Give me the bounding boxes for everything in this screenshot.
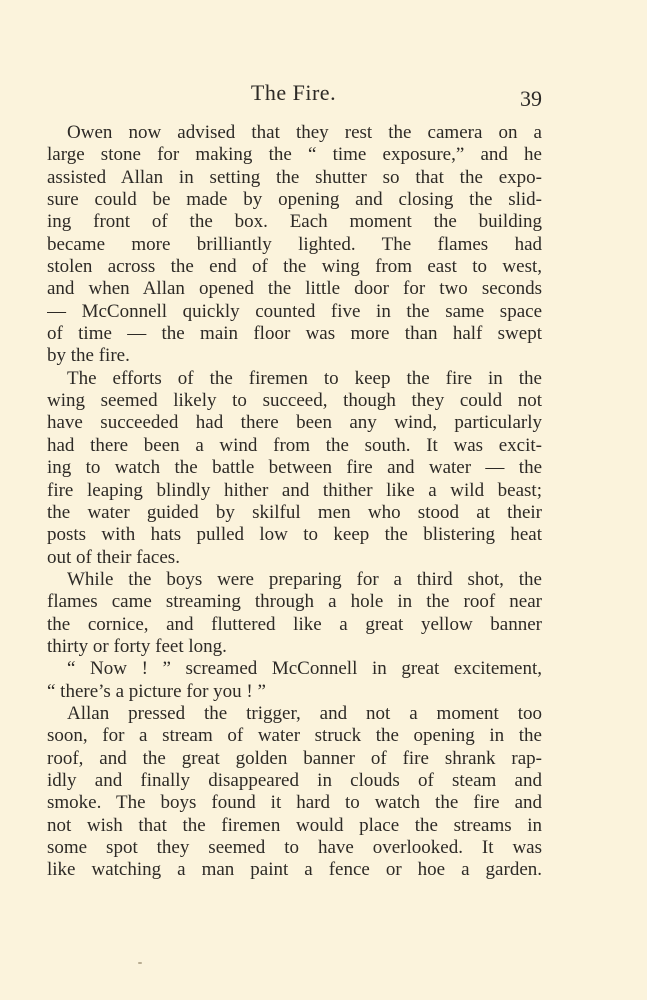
text-line: sure could be made by opening and closing the slid- <box>47 189 542 211</box>
text-line: ing to watch the battle between fire and water — the <box>47 457 542 479</box>
body-text <box>47 122 542 882</box>
text-line: thirty or forty feet long. <box>47 635 227 657</box>
text-line: — McConnell quickly counted five in the same space <box>47 300 542 322</box>
page-number: 39 <box>520 86 542 111</box>
text-line: the water guided by skilful men who stood at their <box>47 501 542 523</box>
text-line: wing seemed likely to succeed, though they could not <box>47 390 542 412</box>
text-line: fire leaping blindly hither and thither like a wild beast; <box>47 479 542 501</box>
text-line: became more brilliantly lighted. The flames had <box>47 233 542 255</box>
text-line: “ there’s a picture for you ! ” <box>47 680 266 702</box>
text-line: and when Allan opened the little door for two seconds <box>47 278 542 300</box>
text-line: “ Now ! ” screamed McConnell in great excitement, <box>67 658 542 680</box>
text-line: have succeeded had there been any wind, particularly <box>47 412 542 434</box>
text-line: out of their faces. <box>47 546 180 568</box>
text-line: soon, for a stream of water struck the opening in the <box>47 725 542 747</box>
text-line: stolen across the end of the wing from east to west, <box>47 256 542 278</box>
text-line: flames came streaming through a hole in the roof near <box>47 591 542 613</box>
text-line: roof, and the great golden banner of fire shrank rap- <box>47 747 542 769</box>
text-line: like watching a man paint a fence or hoe a garden. <box>47 859 542 881</box>
text-line: posts with hats pulled low to keep the blistering heat <box>47 524 542 546</box>
text-line: ing front of the box. Each moment the building <box>47 211 542 233</box>
text-line: idly and finally disappeared in clouds of steam and <box>47 769 542 791</box>
paper-speck <box>138 962 142 964</box>
text-line: Allan pressed the trigger, and not a moment too <box>67 702 542 724</box>
text-line: of time — the main floor was more than half swept <box>47 323 542 345</box>
text-line: smoke. The boys found it hard to watch the fire and <box>47 792 542 814</box>
text-line: by the fire. <box>47 345 130 367</box>
running-head <box>0 80 647 110</box>
text-line: not wish that the firemen would place the streams in <box>47 814 542 836</box>
text-line: assisted Allan in setting the shutter so that the expo- <box>47 166 542 188</box>
text-line: had there been a wind from the south. It was excit- <box>47 434 542 456</box>
text-line: While the boys were preparing for a third shot, the <box>67 568 542 590</box>
text-line: the cornice, and fluttered like a great yellow banner <box>47 613 542 635</box>
text-line: The efforts of the firemen to keep the fire in the <box>67 367 542 389</box>
text-line: some spot they seemed to have overlooked. It was <box>47 837 542 858</box>
text-line: large stone for making the “ time exposure,” and he <box>47 144 542 166</box>
text-line: Owen now advised that they rest the camera on a <box>67 122 542 143</box>
chapter-title: The Fire. <box>250 80 337 105</box>
